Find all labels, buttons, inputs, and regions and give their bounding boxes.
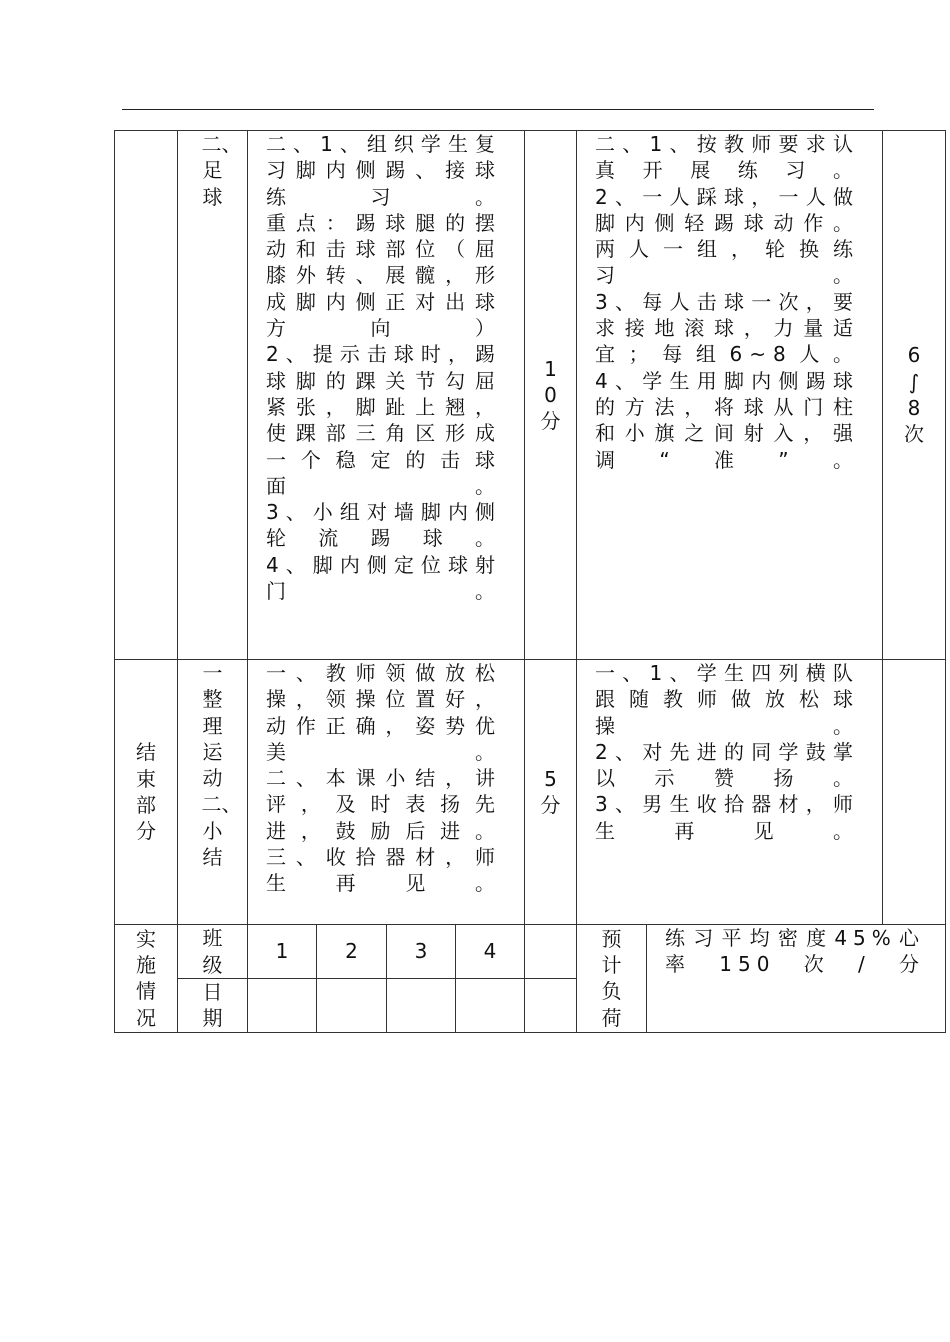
football-org-line: 3、每人击球一次，要求接地滚球，力量适宜；每组6~8人。 (595, 289, 860, 367)
date-empty-cell (525, 979, 577, 1033)
class-3-cell (387, 925, 456, 979)
class-number: 2 (345, 939, 358, 964)
football-time-cell (525, 131, 577, 660)
football-topic: 二、足球 (201, 132, 242, 209)
ending-content-cell (248, 660, 525, 925)
football-org-line: 二、1、按教师要求认真开展练习。 (595, 132, 860, 183)
date-1-cell[interactable] (248, 979, 317, 1033)
football-content-line: 3、小组对墙脚内侧轮流踢球。 (266, 500, 502, 551)
ending-org-line: 一、1、学生四列横队跟随教师做放松球操。 (595, 661, 860, 738)
football-org-line: 4、学生用脚内侧踢球的方法，将球从门柱和小旗之间射入，强调“准”。 (595, 368, 860, 472)
class-1-cell (248, 925, 317, 979)
class-label: 班级 (202, 926, 223, 977)
ending-topic: 一整理运动二、小结 (201, 661, 242, 870)
football-content-line: 重点：踢球腿的摆动和击球部位（屈膝外转、展髋，形成脚内侧正对出球方向） (266, 210, 502, 341)
football-count-cell (883, 131, 946, 660)
date-label: 日期 (202, 980, 223, 1031)
class-number: 3 (414, 939, 428, 964)
football-organization-cell (577, 131, 883, 660)
load-label: 预计负荷 (601, 926, 622, 1030)
ending-part-cell (115, 660, 178, 925)
ending-org-line: 3、男生收拾器材，师生再见。 (595, 792, 860, 843)
class-4-cell (456, 925, 525, 979)
lesson-plan-table (114, 130, 946, 1033)
implementation-label-cell (115, 925, 178, 1033)
date-2-cell[interactable] (317, 979, 387, 1033)
football-org-line: 2、一人踩球，一人做脚内侧轻踢球动作。两人一组，轮换练习。 (595, 184, 860, 288)
ending-org-line: 2、对先进的同学鼓掌以示赞扬。 (595, 739, 860, 791)
class-2-cell (317, 925, 387, 979)
load-label-cell (577, 925, 647, 1033)
football-part-cell (115, 131, 178, 660)
date-label-cell (178, 979, 248, 1033)
ending-content-line: 一、教师领做放松操，领操位置好，动作正确，姿势优美。 (266, 661, 502, 764)
class-empty-cell (525, 925, 577, 979)
date-3-cell[interactable] (387, 979, 456, 1033)
ending-time-cell (525, 660, 577, 925)
date-4-cell[interactable] (456, 979, 525, 1033)
ending-count-cell (883, 660, 946, 925)
football-content-line: 二、1、组织学生复习脚内侧踢、接球练习。 (266, 132, 502, 209)
class-number: 1 (275, 939, 289, 964)
class-label-cell (178, 925, 248, 979)
ending-organization-cell (577, 660, 883, 925)
football-row (115, 131, 946, 660)
football-time: 10分 (540, 356, 561, 434)
football-content-line: 4、脚内侧定位球射门。 (266, 552, 502, 604)
football-count: 6∫8次 (904, 343, 924, 447)
ending-topic-cell (178, 660, 248, 925)
header-rule (122, 109, 874, 110)
ending-content-line: 二、本课小结，讲评，及时表扬先进，鼓励后进。 (266, 766, 502, 843)
load-text: 练习平均密度45%心率150次/分 (665, 926, 925, 977)
football-topic-cell (178, 131, 248, 660)
ending-part: 结束部分 (136, 740, 156, 844)
ending-row (115, 660, 946, 925)
ending-time: 5分 (540, 766, 561, 817)
football-content-line: 2、提示击球时，踢球脚的踝关节勾屈紧张，脚趾上翘，使踝部三角区形成一个稳定的击球面。 (266, 342, 502, 498)
football-content-cell (248, 131, 525, 660)
ending-content-line: 三、收拾器材，师生再见。 (266, 845, 502, 896)
class-number: 4 (483, 939, 497, 964)
implementation-label: 实施情况 (136, 926, 156, 1030)
load-text-cell (647, 925, 946, 1033)
implementation-class-row (115, 925, 946, 979)
